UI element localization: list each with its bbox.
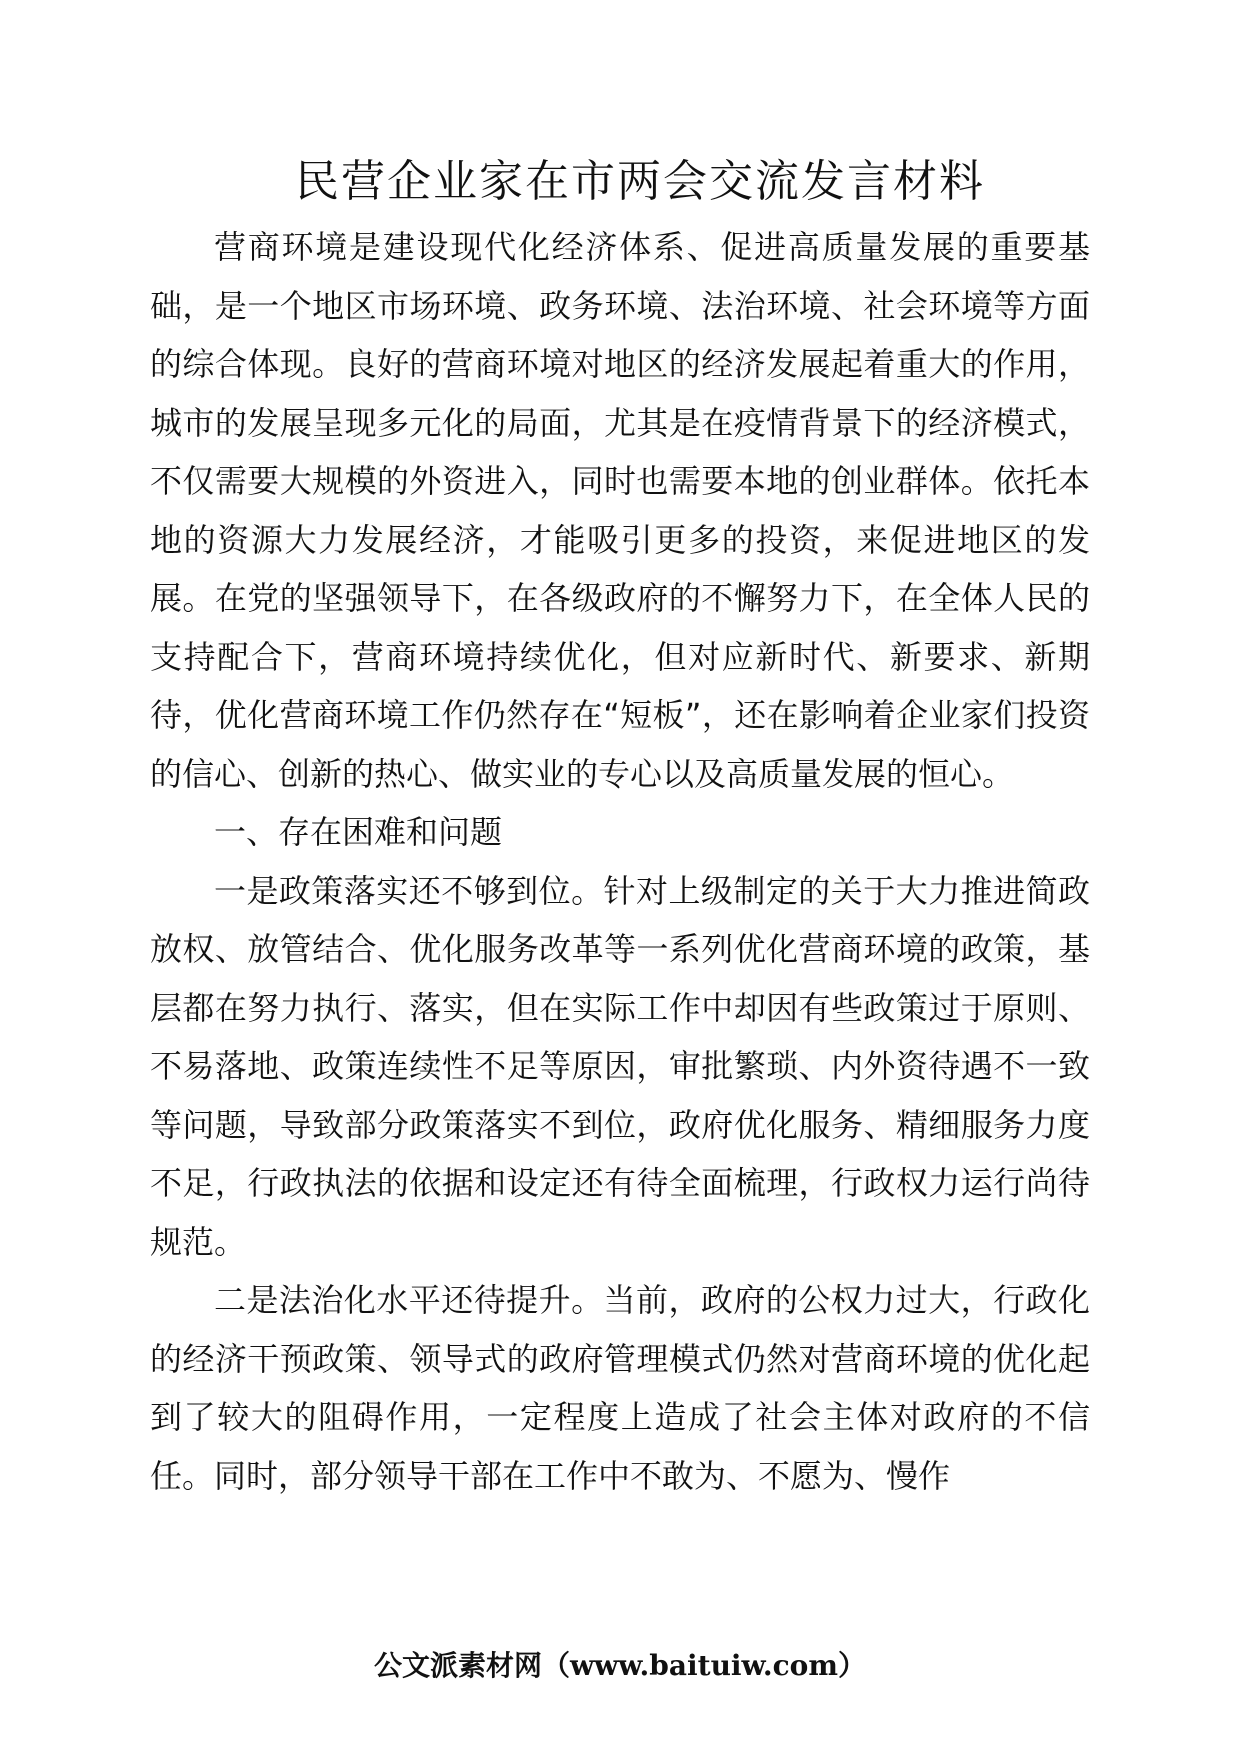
footer-watermark: 公文派素材网（www.baituiw.com） bbox=[374, 1649, 866, 1682]
intro-paragraph: 营商环境是建设现代化经济体系、促进高质量发展的重要基础，是一个地区市场环境、政务环境、法治环境、社会环境等方面的综合体现。良好的营商环境对地区的经济发展起着重大的作用，城市的发展呈现多元化的局面，尤其是在疫情背景下的经济模式，不仅需要大规模的外资进入，同时也需要本地的创业群体。依托本地的资源大力发展经济，才能吸引更多的投资，来促进地区的发展。在党的坚强领导下，在各级政府的不懈努力下，在全体人民的支持配合下，营商环境持续优化，但对应新时代、新要求、新期待，优化营商环境工作仍然存在“短板”，还在影响着企业家们投资的信心、创新的热心、做实业的专心以及高质量发展的恒心。 bbox=[150, 228, 1090, 793]
document-title: 民营企业家在市两会交流发言材料 bbox=[295, 156, 985, 207]
document-body bbox=[150, 218, 1090, 1505]
section-heading: 一、存在困难和问题 bbox=[214, 813, 503, 851]
section-paragraph-1: 一是政策落实还不够到位。针对上级制定的关于大力推进简政放权、放管结合、优化服务改革等一系列优化营商环境的政策，基层都在努力执行、落实，但在实际工作中却因有些政策过于原则、不易落地、政策连续性不足等原因，审批繁琐、内外资待遇不一致等问题，导致部分政策落实不到位，政府优化服务、精细服务力度不足，行政执法的依据和设定还有待全面梳理，行政权力运行尚待规范。 bbox=[150, 871, 1090, 1261]
section-paragraph-2: 二是法治化水平还待提升。当前，政府的公权力过大，行政化的经济干预政策、领导式的政府管理模式仍然对营商环境的优化起到了较大的阻碍作用，一定程度上造成了社会主体对政府的不信任。同时，部分领导干部在工作中不敢为、不愿为、慢作 bbox=[150, 1281, 1090, 1495]
